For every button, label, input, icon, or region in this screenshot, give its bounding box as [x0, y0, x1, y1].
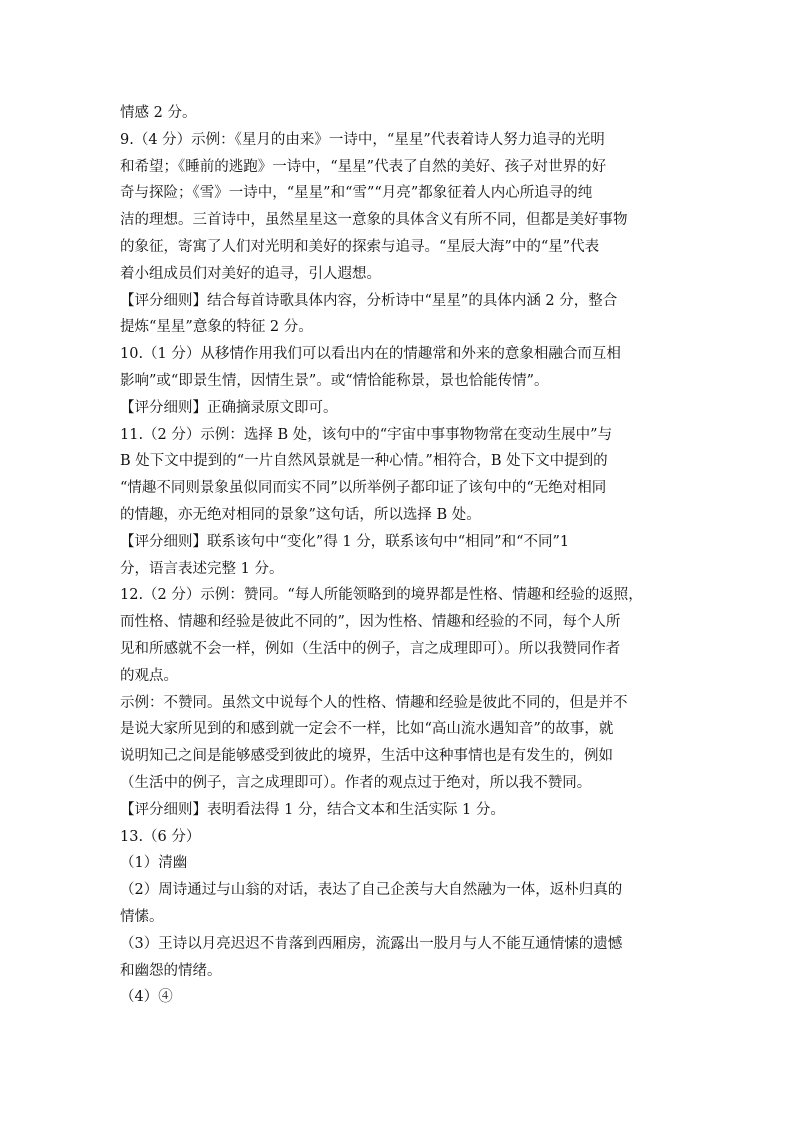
text-line: 13.（6 分）	[120, 828, 201, 845]
text-line: 示例：不赞同。虽然文中说每个人的性格、情趣和经验是彼此不同的，但是并不	[120, 694, 628, 711]
text-line: 的情趣，亦无绝对相同的景象”这句话，所以选择 B 处。	[120, 506, 481, 523]
text-line: 情感 2 分。	[120, 105, 197, 121]
text-line: 【评分细则】联系该句中“变化”得 1 分，联系该句中“相同”和“不同”1	[120, 533, 570, 550]
text-line: 9.（4 分）示例：《星月的由来》一诗中，“星星”代表着诗人努力追寻的光明	[120, 131, 605, 148]
text-line: 12.（2 分）示例：赞同。“每人所能领略到的境界都是性格、情趣和经验的返照，	[120, 587, 643, 604]
text-line: （生活中的例子，言之成理即可）。作者的观点过于绝对，所以我不赞同。	[120, 774, 592, 791]
text-line: 和幽怨的情绪。	[120, 962, 222, 979]
text-line: 洁的理想。三首诗中，虽然星星这一意象的具体含义有所不同，但都是美好事物	[120, 212, 628, 229]
text-line: 情愫。	[120, 908, 164, 925]
text-line: 分，语言表述完整 1 分。	[120, 560, 284, 577]
text-line: 【评分细则】表明看法得 1 分，结合文本和生活实际 1 分。	[120, 801, 505, 818]
text-line: （3）王诗以月亮迟迟不肯落到西厢房，流露出一股月与人不能互通情愫的遗憾	[120, 935, 623, 952]
text-line: 是说大家所见到的和感到就一定会不一样，比如“高山流水遇知音”的故事，就	[120, 721, 614, 738]
text-line: 的象征，寄寓了人们对光明和美好的探索与追寻。“星辰大海”中的“星”代表	[120, 238, 600, 255]
text-line: （2）周诗通过与山翁的对话，表达了自己企羡与大自然融为一体，返朴归真的	[120, 882, 623, 899]
text-line: （1）清幽	[120, 855, 188, 872]
text-line: 见和所感就不会一样，例如（生活中的例子，言之成理即可）。所以我赞同作者	[120, 640, 621, 657]
text-line: 说明知己之间是能够感受到彼此的境界，生活中这种事情也是有发生的，例如	[120, 748, 613, 765]
text-line: 10.（1 分）从移情作用我们可以看出内在的情趣常和外来的意象相融合而互相	[120, 346, 621, 363]
text-line: 而性格、情趣和经验是彼此不同的”，因为性格、情趣和经验的不同，每个人所	[120, 614, 621, 631]
text-line: “情趣不同则景象虽似同而实不同”以所举例子都印证了该句中的“无绝对相同	[120, 480, 607, 497]
text-line: 提炼“星星”意象的特征 2 分。	[120, 319, 313, 336]
text-line: 和希望；《睡前的逃跑》一诗中，“星星”代表了自然的美好、孩子对世界的好	[120, 158, 607, 175]
text-line: 【评分细则】正确摘录原文即可。	[120, 399, 338, 416]
text-line: 11.（2 分）示例：选择 B 处，该句中的“宇宙中事事物物常在变动生展中”与	[120, 426, 613, 443]
answer-document	[120, 100, 680, 1011]
text-line: 【评分细则】结合每首诗歌具体内容，分析诗中“星星”的具体内涵 2 分，整合	[120, 292, 618, 309]
text-line: 影响”或“即景生情，因情生景”。或“情恰能称景，景也恰能传情”。	[120, 372, 549, 389]
text-line: （4）④	[120, 989, 173, 1006]
text-line: 着小组成员们对美好的追寻，引人遐想。	[120, 265, 381, 282]
text-line: B 处下文中提到的“一片自然风景就是一种心情。”相符合，B 处下文中提到的	[120, 453, 608, 470]
text-line: 奇与探险；《雪》一诗中，“星星”和“雪”“月亮”都象征着人内心所追寻的纯	[120, 185, 593, 202]
text-line: 的观点。	[120, 667, 178, 684]
